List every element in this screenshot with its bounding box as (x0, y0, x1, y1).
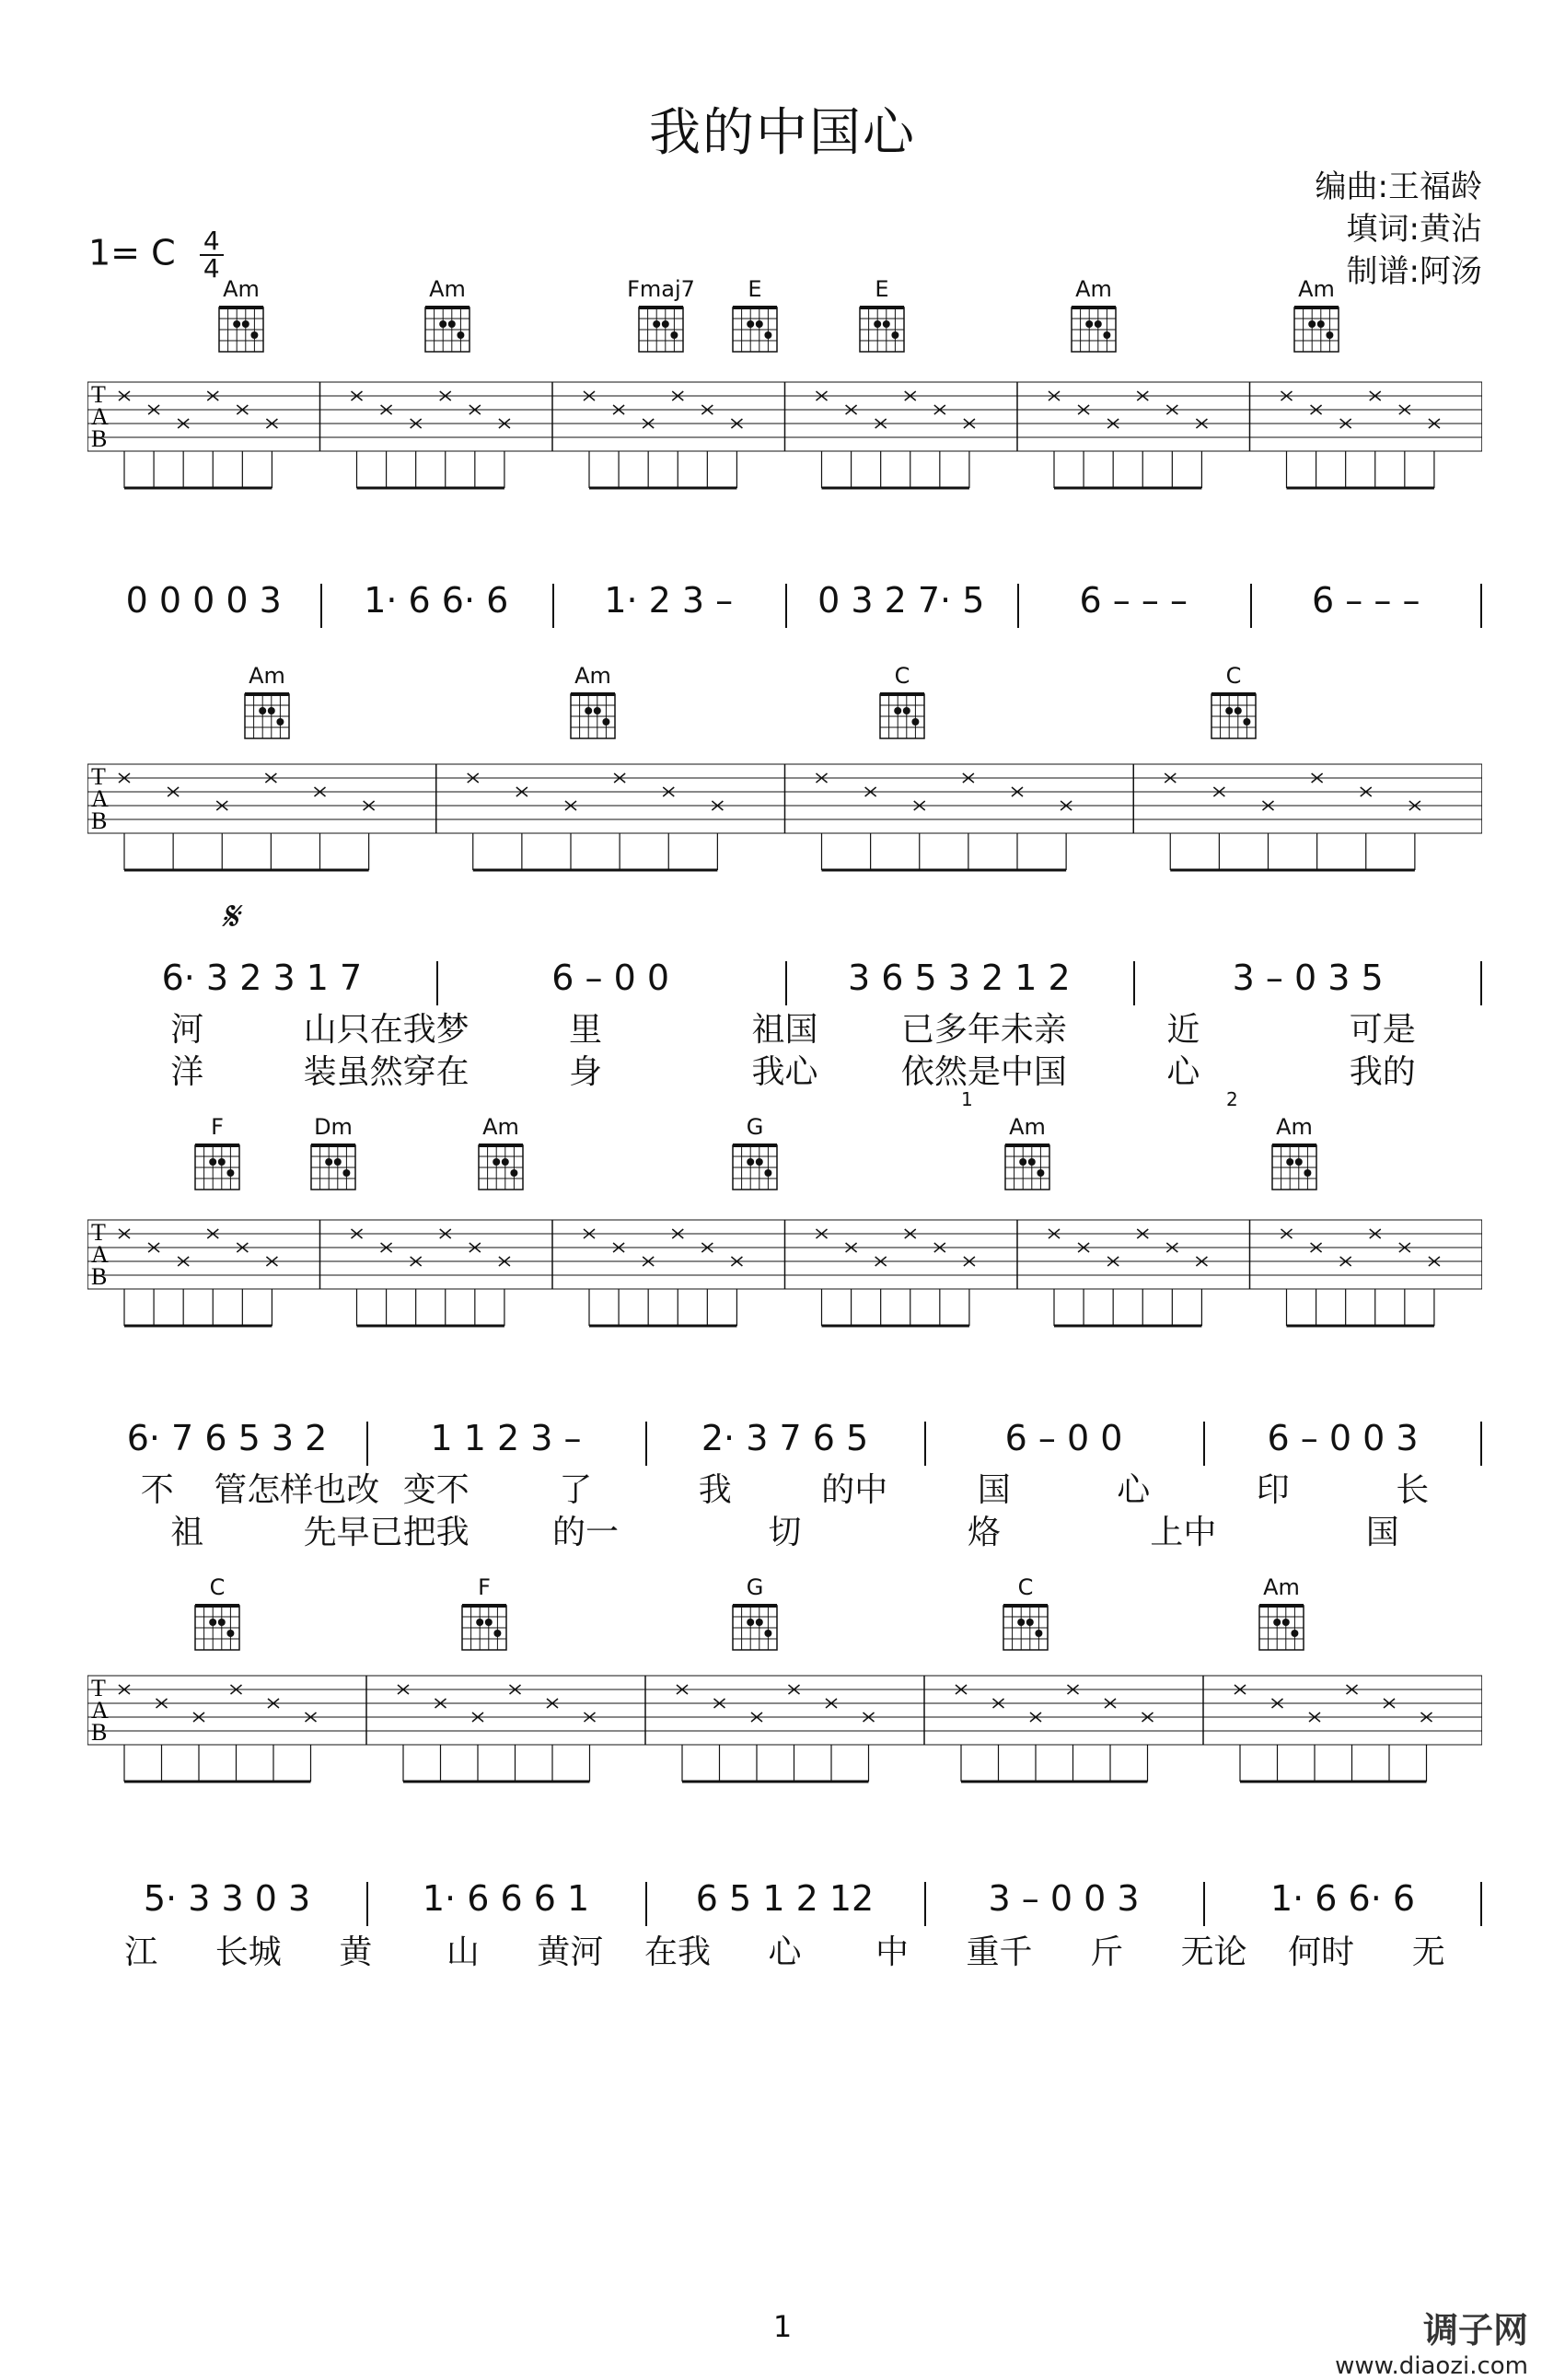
chord-diagram: Fmaj7 (624, 276, 698, 357)
jianpu-measure: 1· 6 6 6 1 (422, 1878, 590, 1919)
fretboard-icon (420, 302, 475, 357)
barline (1203, 1882, 1205, 1926)
jianpu-measure: 6 – 0 0 (1004, 1418, 1123, 1458)
lyric-syllable: 中 (875, 1933, 910, 1971)
chord-diagram: Am (991, 1114, 1064, 1195)
fretboard-icon (998, 1600, 1053, 1655)
lyric-syllable: 的一 (552, 1514, 620, 1551)
fretboard-icon (1289, 302, 1344, 357)
chord-diagram: Am (1057, 276, 1130, 357)
jianpu-measure: 3 – 0 0 3 (988, 1878, 1140, 1919)
chord-diagram: Am (230, 663, 304, 744)
barline (1480, 961, 1482, 1005)
watermark-url: www.diaozi.com (1335, 2352, 1528, 2380)
page-title: 我的中国心 (649, 103, 916, 163)
lyric-syllable: 山只在我梦 (303, 1011, 470, 1049)
lyric-syllable: 依然是中国 (900, 1053, 1067, 1091)
chord-diagram: Am (1280, 276, 1353, 357)
lyric-syllable: 祖 (170, 1514, 204, 1551)
fretboard-icon (1066, 302, 1121, 357)
fretboard-icon (854, 302, 910, 357)
barline (785, 961, 787, 1005)
lyric-syllable: 的中 (821, 1471, 888, 1509)
jianpu-measure: 6 5 1 2 12 (695, 1878, 875, 1919)
svg-text:T: T (91, 763, 106, 790)
fretboard-icon (727, 302, 782, 357)
svg-text:T: T (91, 1219, 106, 1246)
lyric-syllable: 身 (569, 1053, 603, 1091)
jianpu-measure: 0 0 0 0 3 (125, 580, 282, 621)
fretboard-icon (457, 1600, 512, 1655)
jianpu-measure: 1 1 2 3 – (430, 1418, 582, 1458)
tab-staff (87, 755, 1482, 893)
watermark-name: 调子网 (1422, 2310, 1528, 2351)
jianpu-measure: 5· 3 3 0 3 (143, 1878, 311, 1919)
lyric-syllable: 黄 (339, 1933, 373, 1971)
key-label: 1= C (88, 232, 176, 273)
svg-text:A: A (91, 1241, 109, 1268)
barline (645, 1422, 647, 1466)
lyrics-verse-1 (87, 1004, 1482, 1050)
svg-text:T: T (91, 381, 106, 408)
tab-staff-lines (87, 1211, 1482, 1349)
jianpu-measure: 6 – 0 0 3 (1267, 1418, 1419, 1458)
svg-text:B: B (91, 1719, 108, 1746)
chord-diagram: F (447, 1574, 521, 1655)
jianpu-measure: 1· 2 3 – (604, 580, 734, 621)
chord-diagram: F (180, 1114, 254, 1195)
jianpu-measure: 6· 7 6 5 3 2 (126, 1418, 328, 1458)
tab-staff (87, 1666, 1482, 1805)
svg-text:B: B (91, 1263, 108, 1290)
tab-staff (87, 373, 1482, 511)
barline (1250, 584, 1252, 628)
lyric-syllable: 上中 (1150, 1514, 1217, 1551)
jianpu-measure: 6 – 0 0 (551, 958, 670, 998)
fretboard-icon (727, 1600, 782, 1655)
lyric-syllable: 河 (170, 1011, 204, 1049)
lyric-syllable: 装虽然穿在 (303, 1053, 470, 1091)
lyric-syllable: 印 (1256, 1471, 1290, 1509)
chord-diagram: C (180, 1574, 254, 1655)
chord-diagram: E (845, 276, 919, 357)
jianpu-line (87, 580, 1482, 635)
jianpu-measure: 3 – 0 3 5 (1232, 958, 1384, 998)
lyric-syllable: 山 (446, 1933, 480, 1971)
jianpu-measure: 6· 3 2 3 1 7 (161, 958, 363, 998)
lyric-syllable: 可是 (1349, 1011, 1416, 1049)
segno-icon: 𝄋 (221, 893, 238, 940)
barline (1480, 1882, 1482, 1926)
lyric-syllable: 不 (140, 1471, 174, 1509)
chord-diagram: C (989, 1574, 1062, 1655)
chord-diagram: C (865, 663, 939, 744)
barline (1017, 584, 1019, 628)
fretboard-icon (214, 302, 269, 357)
lyric-syllable: 何时 (1288, 1933, 1355, 1971)
svg-text:A: A (91, 785, 109, 812)
fretboard-icon (306, 1140, 361, 1195)
lyric-syllable: 斤 (1090, 1933, 1124, 1971)
credit-transcriber: 制谱:阿汤 (1346, 253, 1482, 290)
svg-text:A: A (91, 1697, 109, 1724)
key-signature (88, 228, 224, 282)
jianpu-measure: 1· 6 6· 6 (1269, 1878, 1416, 1919)
jianpu-measure: 6 – – – (1312, 580, 1420, 621)
watermark (1335, 2302, 1528, 2380)
lyric-syllable: 在我 (643, 1933, 711, 1971)
barline (924, 1882, 926, 1926)
fretboard-icon (1254, 1600, 1309, 1655)
lyric-syllable: 重千 (966, 1933, 1033, 1971)
lyric-syllable: 心 (1117, 1471, 1151, 1509)
fretboard-icon (1206, 689, 1261, 744)
fretboard-icon (190, 1600, 245, 1655)
barline (366, 1422, 368, 1466)
jianpu-measure: 0 3 2 7· 5 (817, 580, 985, 621)
barline (366, 1882, 368, 1926)
volta-1: 1 (961, 1088, 973, 1110)
credit-arranger: 编曲:王福龄 (1315, 168, 1482, 205)
credits (1316, 166, 1482, 293)
chord-diagram: Am (1245, 1574, 1318, 1655)
lyrics-verse-2 (87, 1046, 1482, 1092)
barline (924, 1422, 926, 1466)
barline (1480, 584, 1482, 628)
barline (645, 1882, 647, 1926)
credit-lyricist: 填词:黄沾 (1346, 211, 1482, 248)
fretboard-icon (239, 689, 295, 744)
lyric-syllable: 里 (569, 1011, 603, 1049)
fretboard-icon (727, 1140, 782, 1195)
fretboard-icon (473, 1140, 528, 1195)
page-number: 1 (772, 2309, 793, 2344)
barline (320, 584, 322, 628)
lyric-syllable: 烙 (967, 1514, 1001, 1551)
lyric-syllable: 江 (124, 1933, 158, 1971)
barline (1480, 1422, 1482, 1466)
jianpu-measure: 2· 3 7 6 5 (701, 1418, 869, 1458)
lyric-syllable: 变不 (402, 1471, 470, 1509)
tab-staff (87, 1211, 1482, 1349)
chord-diagram: C (1197, 663, 1270, 744)
lyric-syllable: 了 (559, 1471, 593, 1509)
tab-staff-lines (87, 1666, 1482, 1805)
lyric-syllable: 管怎样也改 (214, 1471, 380, 1509)
fretboard-icon (190, 1140, 245, 1195)
lyric-syllable: 已多年未亲 (900, 1011, 1067, 1049)
barline (785, 584, 787, 628)
lyric-syllable: 洋 (170, 1053, 204, 1091)
chord-diagram: Am (411, 276, 484, 357)
barline (552, 584, 554, 628)
lyric-syllable: 无论 (1180, 1933, 1247, 1971)
chord-diagram: Am (1258, 1114, 1331, 1195)
lyrics-verse-1 (87, 1464, 1482, 1510)
lyric-syllable: 无 (1411, 1933, 1445, 1971)
chord-diagram: Am (556, 663, 630, 744)
barline (1133, 961, 1135, 1005)
fretboard-icon (1267, 1140, 1322, 1195)
lyric-syllable: 祖国 (751, 1011, 818, 1049)
lyric-syllable: 切 (768, 1514, 802, 1551)
lyrics-verse-1 (87, 1926, 1482, 1972)
time-signature: $\frac{4}{4}$ (200, 228, 224, 282)
lyric-syllable: 我心 (751, 1053, 818, 1091)
jianpu-measure: 3 6 5 3 2 1 2 (848, 958, 1071, 998)
fretboard-icon (1000, 1140, 1055, 1195)
svg-text:T: T (91, 1675, 106, 1701)
fretboard-icon (875, 689, 930, 744)
lyric-syllable: 长城 (214, 1933, 282, 1971)
lyric-syllable: 黄河 (537, 1933, 604, 1971)
lyric-syllable: 国 (1365, 1514, 1399, 1551)
lyric-syllable: 心 (768, 1933, 802, 1971)
chord-diagram: Am (464, 1114, 538, 1195)
chord-diagram: G (718, 1114, 792, 1195)
barline (436, 961, 438, 1005)
jianpu-measure: 1· 6 6· 6 (364, 580, 509, 621)
chord-diagram: Dm (296, 1114, 370, 1195)
barline (1203, 1422, 1205, 1466)
lyric-syllable: 心 (1166, 1053, 1200, 1091)
fretboard-icon (633, 302, 689, 357)
chord-diagram: Am (204, 276, 278, 357)
svg-text:B: B (91, 425, 108, 452)
chord-diagram: G (718, 1574, 792, 1655)
lyric-syllable: 先早已把我 (303, 1514, 470, 1551)
jianpu-measure: 6 – – – (1079, 580, 1188, 621)
jianpu-line (87, 1878, 1482, 1933)
svg-text:A: A (91, 403, 109, 430)
fretboard-icon (565, 689, 620, 744)
tab-staff-lines (87, 755, 1482, 893)
lyric-syllable: 近 (1166, 1011, 1200, 1049)
chord-diagram: E (718, 276, 792, 357)
svg-text:B: B (91, 807, 108, 834)
lyric-syllable: 我 (698, 1471, 732, 1509)
lyric-syllable: 国 (977, 1471, 1011, 1509)
tab-staff-lines (87, 373, 1482, 511)
lyrics-verse-2 (87, 1506, 1482, 1552)
lyric-syllable: 我的 (1349, 1053, 1416, 1091)
lyric-syllable: 长 (1396, 1471, 1430, 1509)
volta-2: 2 (1226, 1088, 1238, 1110)
